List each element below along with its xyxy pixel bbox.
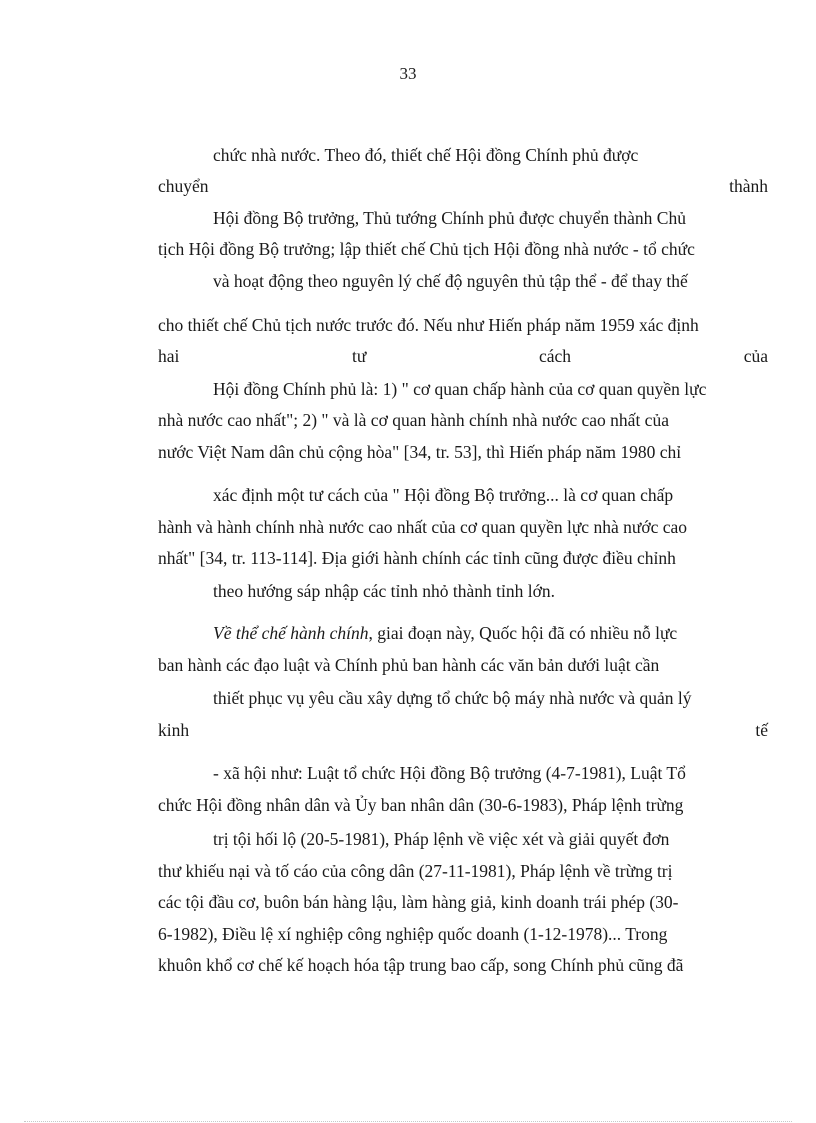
text-line	[213, 687, 767, 709]
page-bottom-rule	[24, 1121, 792, 1122]
text-line-content: thiết phục vụ yêu cầu xây dựng tổ chức bộ máy nhà nước và quản lý	[213, 688, 692, 708]
text-line	[213, 484, 767, 506]
text-line-content: xác định một tư cách của " Hội đồng Bộ trưởng... là cơ quan chấp	[213, 485, 674, 505]
text-line-content: khuôn khổ cơ chế kế hoạch hóa tập trung bao cấp, song Chính phủ cũng đã	[158, 955, 684, 975]
text-line-content: nhất" [34, tr. 113-114]. Địa giới hành chính các tỉnh cũng được điều chỉnh	[158, 548, 676, 568]
text-line	[213, 762, 767, 784]
text-line-content: 6-1982), Điều lệ xí nghiệp công nghiệp quốc doanh (1-12-1978)... Trong	[158, 924, 668, 944]
text-line-word: thành	[729, 176, 768, 196]
text-line	[158, 954, 768, 976]
text-line-content: - xã hội như: Luật tổ chức Hội đồng Bộ trưởng (4-7-1981), Luật Tổ	[213, 763, 686, 783]
text-line-word: chuyển	[158, 176, 209, 196]
text-line	[158, 547, 768, 569]
text-line	[213, 270, 767, 292]
text-line	[158, 441, 768, 463]
text-line-content: cho thiết chế Chủ tịch nước trước đó. Nếu như Hiến pháp năm 1959 xác định	[158, 315, 699, 335]
text-line	[158, 923, 768, 945]
text-line-content: nước Việt Nam dân chủ cộng hòa" [34, tr. 53], thì Hiến pháp năm 1980 chỉ	[158, 442, 682, 462]
text-line	[158, 516, 768, 538]
text-line-content: , giai đoạn này, Quốc hội đã có nhiều nỗ lực	[368, 623, 678, 643]
text-line-content: và hoạt động theo nguyên lý chế độ nguyên thủ tập thể - để thay thế	[213, 271, 688, 291]
text-line-content: chức Hội đồng nhân dân và Ủy ban nhân dân (30-6-1983), Pháp lệnh trừng	[158, 795, 684, 815]
text-line-content: trị tội hối lộ (20-5-1981), Pháp lệnh về việc xét và giải quyết đơn	[213, 829, 670, 849]
text-line-content: theo hướng sáp nhập các tỉnh nhỏ thành tỉnh lớn.	[213, 581, 555, 601]
italic-heading: Về thể chế hành chính	[213, 623, 369, 643]
text-line	[158, 719, 768, 741]
text-line-content: Hội đồng Chính phủ là: 1) " cơ quan chấp hành của cơ quan quyền lực	[213, 379, 707, 399]
text-line	[158, 345, 768, 367]
text-line-content: nhà nước cao nhất"; 2) " và là cơ quan hành chính nhà nước cao nhất của	[158, 410, 669, 430]
text-line-word: kinh	[158, 720, 190, 740]
text-line	[158, 891, 768, 913]
text-line-word: cách	[539, 346, 572, 366]
text-line-word: tư	[352, 346, 367, 366]
text-line	[158, 794, 768, 816]
text-line-content: ban hành các đạo luật và Chính phủ ban hành các văn bản dưới luật cần	[158, 655, 660, 675]
text-line	[158, 409, 768, 431]
text-line-content: tịch Hội đồng Bộ trưởng; lập thiết chế Chủ tịch Hội đồng nhà nước - tổ chức	[158, 239, 695, 259]
text-line	[213, 144, 767, 166]
text-line	[158, 238, 768, 260]
text-line	[158, 654, 768, 676]
text-line-content: thư khiếu nại và tố cáo của công dân (27-11-1981), Pháp lệnh về trừng trị	[158, 861, 673, 881]
text-line-content: hành và hành chính nhà nước cao nhất của cơ quan quyền lực nhà nước cao	[158, 517, 688, 537]
text-line-content: các tội đầu cơ, buôn bán hàng lậu, làm hàng giả, kinh doanh trái phép (30-	[158, 892, 679, 912]
text-line	[158, 860, 768, 882]
text-line-word: hai	[158, 346, 180, 366]
text-line	[158, 175, 768, 197]
page-number: 33	[399, 64, 417, 83]
text-line	[213, 378, 767, 400]
text-line-word: của	[743, 346, 768, 366]
text-line	[158, 314, 768, 336]
text-line	[213, 622, 767, 644]
text-line-content: Hội đồng Bộ trưởng, Thủ tướng Chính phủ được chuyển thành Chủ	[213, 208, 686, 228]
text-line-content: chức nhà nước. Theo đó, thiết chế Hội đồng Chính phủ được	[213, 145, 639, 165]
text-line	[213, 580, 767, 602]
text-line-word: tế	[755, 720, 768, 740]
text-line	[213, 828, 767, 850]
text-line	[213, 207, 767, 229]
